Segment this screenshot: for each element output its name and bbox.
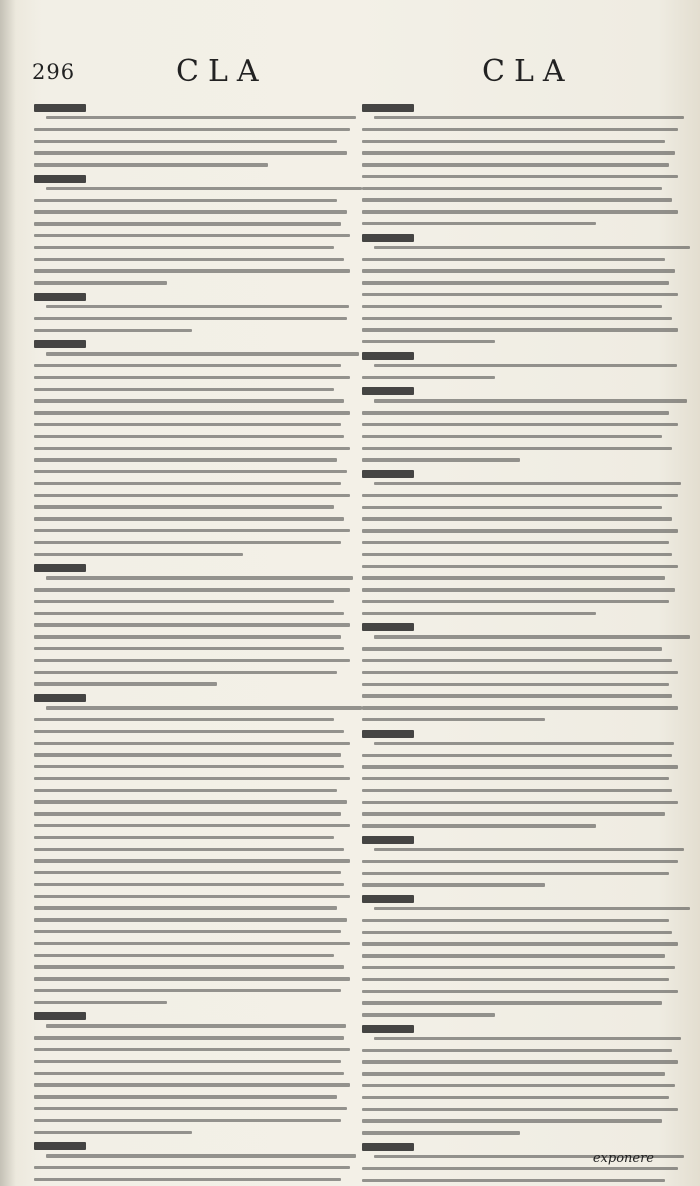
entry-text-line [362,541,669,544]
entry-headword-mark [34,1142,86,1150]
entry-text-line [34,930,341,933]
entry-text-line [34,765,344,768]
entry-headword-mark [362,1025,414,1033]
entry-text-line [46,1154,356,1157]
entry-text-line [362,777,669,780]
entry-text-line [34,954,334,957]
entry-text-line [362,1167,678,1170]
entry-text-line [362,1049,672,1052]
entry-headword-mark [362,104,414,112]
entry-text-line [34,246,334,249]
entry-text-line [46,116,356,119]
entry-text-line [34,210,347,213]
entry-text-line [34,128,350,131]
entry-headword-mark [34,564,86,572]
entry-text-line [34,199,337,202]
entry-headword-mark [362,730,414,738]
entry-text-line [362,942,678,945]
dictionary-entry [362,623,678,721]
entry-text-line [362,612,596,615]
entry-text-line [362,435,662,438]
entry-text-line [374,364,677,367]
entry-text-line [46,187,362,190]
entry-text-line [362,151,675,154]
entry-text-line [362,872,669,875]
entry-text-line [34,918,347,921]
entry-text-line [34,435,344,438]
entry-text-line [34,1001,167,1004]
entry-text-line [34,659,350,662]
entry-headword-mark [34,340,86,348]
entry-text-line [34,423,341,426]
entry-text-line [362,222,596,225]
dictionary-entry [362,730,678,828]
entry-text-line [34,836,334,839]
entry-text-line [34,612,344,615]
entry-text-line [34,234,350,237]
entry-text-line [34,1107,347,1110]
entry-text-line [34,1048,350,1051]
entry-text-line [34,777,350,780]
entry-text-line [362,328,678,331]
entry-text-line [34,871,341,874]
dictionary-entry [34,564,350,685]
page-number: 296 [32,60,76,84]
entry-text-line [362,553,672,556]
dictionary-entry [362,387,678,461]
dictionary-entry [34,175,350,285]
entry-text-line [34,682,217,685]
entry-text-line [362,754,672,757]
entry-text-line [34,163,268,166]
entry-headword-mark [362,470,414,478]
entry-text-line [362,1013,495,1016]
entry-text-line [34,895,350,898]
entry-text-line [374,482,681,485]
entry-text-line [34,329,192,332]
entry-text-line [34,1095,337,1098]
entry-headword-mark [362,387,414,395]
entry-text-line [362,175,678,178]
entry-text-line [362,706,678,709]
entry-text-line [362,458,520,461]
entry-text-line [34,671,337,674]
entry-text-line [362,789,672,792]
entry-text-line [362,919,669,922]
entry-text-line [362,824,596,827]
entry-text-line [362,1001,662,1004]
entry-text-line [362,576,665,579]
entry-text-line [34,505,334,508]
entry-text-line [34,965,344,968]
entry-headword-mark [34,104,86,112]
entry-text-line [362,187,662,190]
entry-text-line [362,269,675,272]
entry-text-line [34,1119,341,1122]
right-column [362,102,678,1142]
entry-text-line [362,376,495,379]
entry-text-line [34,517,344,520]
entry-text-line [34,812,341,815]
entry-text-line [46,305,349,308]
entry-text-line [362,1084,675,1087]
entry-text-line [34,482,341,485]
dictionary-entry [34,1012,350,1133]
entry-text-line [34,1178,341,1181]
entry-text-line [34,553,243,556]
entry-text-line [362,163,669,166]
entry-text-line [34,1166,350,1169]
entry-text-line [34,447,350,450]
dictionary-entry [362,470,678,615]
entry-text-line [362,1072,665,1075]
dictionary-entry [362,352,678,379]
entry-text-line [34,317,347,320]
dictionary-entry [362,836,678,887]
entry-text-line [34,388,334,391]
entry-headword-mark [34,175,86,183]
entry-text-line [374,399,687,402]
entry-headword-mark [362,1143,414,1151]
entry-text-line [362,954,665,957]
entry-text-line [362,860,678,863]
entry-text-line [34,977,350,980]
entry-text-line [374,907,690,910]
entry-text-line [362,1179,665,1182]
entry-text-line [362,411,669,414]
entry-text-line [34,824,350,827]
entry-text-line [34,753,341,756]
entry-text-line [362,671,678,674]
entry-headword-mark [362,623,414,631]
entry-text-line [362,447,672,450]
entry-text-line [34,1072,344,1075]
entry-text-line [362,883,545,886]
entry-text-line [362,423,678,426]
entry-text-line [34,800,347,803]
entry-text-line [374,246,690,249]
entry-text-line [34,364,341,367]
entry-text-line [46,1024,346,1027]
entry-text-line [362,801,678,804]
entry-text-line [362,529,678,532]
entry-headword-mark [34,694,86,702]
entry-text-line [34,1060,341,1063]
entry-text-line [34,281,167,284]
entry-text-line [34,1083,350,1086]
entry-text-line [374,742,674,745]
entry-text-line [362,812,665,815]
entry-text-line [374,635,690,638]
entry-text-line [362,659,672,662]
dictionary-entry [362,1025,678,1135]
entry-text-line [34,458,337,461]
catchword: exponere [592,1151,654,1166]
entry-text-line [34,742,350,745]
entry-text-line [34,789,337,792]
entry-text-line [362,1131,520,1134]
entry-text-line [362,565,678,568]
entry-text-line [362,128,678,131]
entry-text-line [362,305,662,308]
entry-text-line [34,635,341,638]
entry-text-line [46,576,353,579]
entry-headword-mark [34,1012,86,1020]
entry-text-line [362,210,678,213]
dictionary-entry [362,104,678,225]
entry-text-line [362,978,669,981]
entry-text-line [362,647,662,650]
entry-text-line [362,931,672,934]
dictionary-entry [362,234,678,344]
entry-text-line [362,293,678,296]
dictionary-entry [34,293,350,332]
entry-text-line [34,730,344,733]
entry-text-line [34,269,350,272]
entry-headword-mark [34,293,86,301]
entry-text-line [34,718,334,721]
entry-text-line [374,116,684,119]
entry-text-line [34,399,344,402]
dictionary-entry [34,340,350,556]
entry-text-line [362,258,665,261]
running-head-right: CLA [482,54,574,89]
entry-text-line [34,151,347,154]
entry-text-line [362,990,678,993]
dictionary-entry [34,694,350,1004]
dictionary-entry [34,1142,350,1186]
entry-text-line [374,848,684,851]
entry-text-line [34,1131,192,1134]
entry-text-line [34,883,344,886]
entry-text-line [34,411,350,414]
entry-text-line [362,1108,678,1111]
entry-text-line [46,352,359,355]
entry-text-line [34,376,350,379]
entry-text-line [362,765,678,768]
entry-text-line [34,848,344,851]
entry-headword-mark [362,895,414,903]
entry-text-line [34,1036,344,1039]
entry-text-line [362,281,669,284]
entry-text-line [362,683,669,686]
entry-text-line [374,1037,681,1040]
entry-text-line [362,517,672,520]
entry-text-line [362,694,672,697]
dictionary-entry [34,104,350,167]
entry-text-line [34,942,350,945]
entry-text-line [362,966,675,969]
entry-text-line [34,494,350,497]
running-head-left: CLA [176,54,268,89]
entry-text-line [46,706,362,709]
entry-text-line [362,198,672,201]
entry-text-line [362,1060,678,1063]
left-column [34,102,350,1142]
entry-headword-mark [362,234,414,242]
entry-text-line [362,1119,662,1122]
entry-text-line [362,506,662,509]
entry-text-line [34,470,347,473]
entry-text-line [362,140,665,143]
entry-text-line [34,140,337,143]
entry-text-line [362,317,672,320]
entry-text-line [34,600,334,603]
entry-text-line [34,541,341,544]
entry-text-line [362,600,669,603]
entry-text-line [362,718,545,721]
entry-text-line [34,989,341,992]
entry-text-line [362,588,675,591]
dictionary-entry [362,895,678,1016]
entry-text-line [34,859,350,862]
entry-headword-mark [362,352,414,360]
entry-text-line [34,647,344,650]
entry-text-line [34,623,350,626]
entry-text-line [34,529,350,532]
entry-text-line [34,906,337,909]
entry-headword-mark [362,836,414,844]
entry-text-line [34,588,350,591]
entry-text-line [34,222,341,225]
entry-text-line [362,1096,669,1099]
gutter-shadow [0,0,16,1186]
entry-text-line [362,494,678,497]
entry-text-line [34,258,344,261]
entry-text-line [362,340,495,343]
